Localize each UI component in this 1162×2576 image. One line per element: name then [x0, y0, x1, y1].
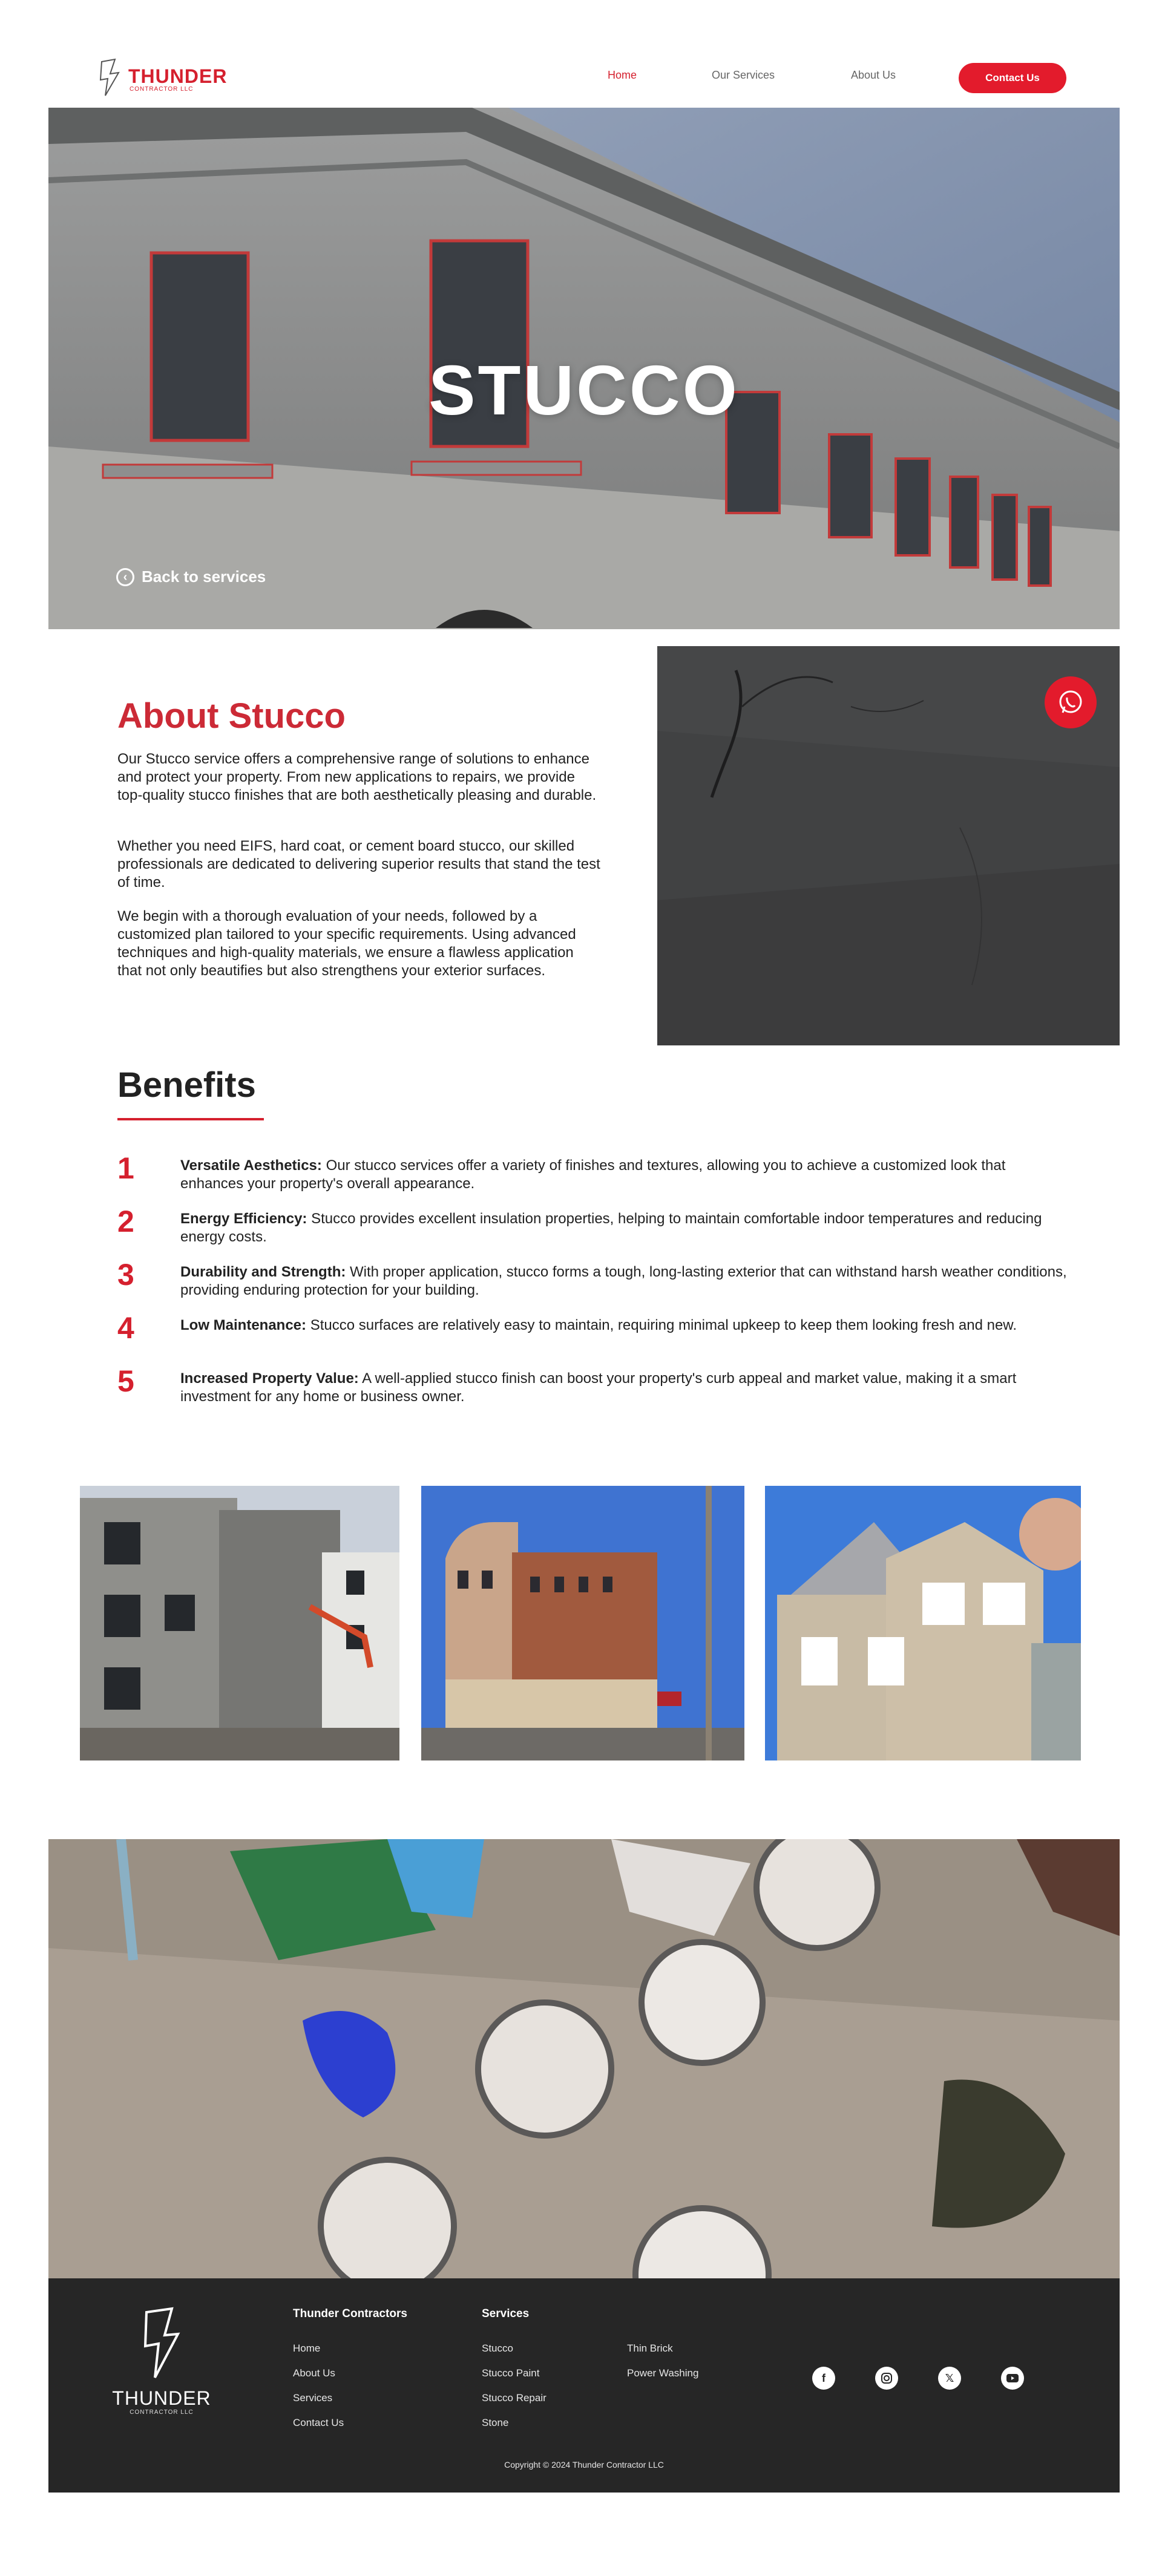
x-icon[interactable]: 𝕏	[938, 2367, 961, 2390]
benefit-description: Stucco surfaces are relatively easy to maintain, requiring minimal upkeep to keep them looking fresh and new.	[306, 1317, 1017, 1333]
footer-link-stone[interactable]: Stone	[482, 2417, 509, 2428]
logo-wordmark: THUNDER	[128, 65, 228, 87]
nav-our-services[interactable]: Our Services	[712, 69, 775, 81]
benefit-description: Our stucco services offer a variety of finishes and textures, allowing you to achieve a customized look that enhances your property's overall appearance.	[180, 1157, 1006, 1192]
footer-logo[interactable]	[104, 2305, 219, 2426]
benefit-title: Low Maintenance:	[180, 1317, 307, 1333]
about-paragraph-1: Our Stucco service offers a comprehensive range of solutions to enhance and protect your property. From new applications to repairs, we provide top-quality stucco finishes that are both aesthetically pleasing and durable.	[117, 751, 597, 803]
about-paragraph-3: We begin with a thorough evaluation of your needs, followed by a customized plan tailored to your specific requirements. Using advanced techniques and high-quality materials, we ensure a flawless application that not only beautifies but also strengthens your exterior surfaces.	[117, 908, 576, 979]
instagram-icon[interactable]	[875, 2367, 898, 2390]
footer-col-company-title: Thunder Contractors	[293, 2307, 407, 2320]
benefits-title: Benefits	[117, 1065, 256, 1105]
contact-us-button[interactable]: Contact Us	[959, 63, 1066, 93]
whatsapp-button[interactable]	[1045, 676, 1097, 728]
about-title: About Stucco	[117, 696, 346, 736]
paint-cans-image	[48, 1839, 1120, 2278]
whatsapp-icon	[1057, 688, 1085, 716]
benefit-text	[180, 1263, 1070, 1299]
gallery-photo-street-building	[421, 1486, 744, 1760]
benefit-text	[180, 1316, 1070, 1335]
logo-subtitle: CONTRACTOR LLC	[130, 86, 194, 93]
benefits-divider	[117, 1118, 264, 1120]
benefit-description: With proper application, stucco forms a tough, long-lasting exterior that can withstand harsh weather conditions, providing enduring protection for your building.	[180, 1264, 1067, 1298]
nav-about-us[interactable]: About Us	[851, 69, 896, 81]
footer-link-about[interactable]: About Us	[293, 2367, 335, 2379]
benefit-text	[180, 1210, 1070, 1246]
footer-link-stucco-paint[interactable]: Stucco Paint	[482, 2367, 540, 2379]
footer-link-stucco-repair[interactable]: Stucco Repair	[482, 2392, 547, 2404]
about-paragraph-2: Whether you need EIFS, hard coat, or cement board stucco, our skilled professionals are dedicated to delivering superior results that stand the test of time.	[117, 838, 600, 891]
hero-banner	[48, 108, 1120, 629]
benefit-number: 4	[117, 1311, 134, 1345]
footer-logo-wordmark: THUNDER	[112, 2387, 211, 2409]
benefit-description: A well-applied stucco finish can boost your property's curb appeal and market value, making it a smart investment for any home or business owner.	[180, 1370, 1017, 1405]
footer-link-power-washing[interactable]: Power Washing	[627, 2367, 699, 2379]
benefit-title: Versatile Aesthetics:	[180, 1157, 322, 1174]
footer-col-services-title: Services	[482, 2307, 530, 2320]
back-to-services-link[interactable]	[116, 567, 266, 586]
facebook-icon[interactable]: f	[812, 2367, 835, 2390]
footer-link-contact[interactable]: Contact Us	[293, 2417, 344, 2428]
benefit-title: Durability and Strength:	[180, 1264, 346, 1280]
footer-logo-subtitle: CONTRACTOR LLC	[130, 2409, 194, 2416]
chevron-left-circle-icon: ‹	[116, 568, 134, 586]
benefit-text	[180, 1370, 1070, 1406]
hero-title: STUCCO	[428, 351, 740, 430]
gallery-photo-house	[765, 1486, 1081, 1760]
benefit-title: Energy Efficiency:	[180, 1211, 307, 1227]
logo[interactable]	[97, 58, 228, 99]
benefit-number: 5	[117, 1364, 134, 1398]
benefit-text	[180, 1157, 1070, 1193]
lightning-logo-icon	[97, 58, 125, 97]
gallery-photo-construction	[80, 1486, 399, 1760]
benefit-number: 3	[117, 1258, 134, 1292]
benefit-description: Stucco provides excellent insulation properties, helping to maintain comfortable indoor temperatures and reducing energy costs.	[180, 1211, 1042, 1245]
footer-link-thin-brick[interactable]: Thin Brick	[627, 2342, 673, 2354]
lightning-logo-icon	[104, 2305, 219, 2384]
back-to-services-label: Back to services	[142, 567, 266, 586]
copyright-text: Copyright © 2024 Thunder Contractor LLC	[504, 2460, 664, 2470]
footer	[48, 2278, 1120, 2493]
footer-link-services[interactable]: Services	[293, 2392, 333, 2404]
footer-link-stucco[interactable]: Stucco	[482, 2342, 513, 2354]
youtube-icon[interactable]	[1001, 2367, 1024, 2390]
benefit-title: Increased Property Value:	[180, 1370, 359, 1387]
benefit-number: 1	[117, 1151, 134, 1185]
benefit-number: 2	[117, 1205, 134, 1238]
footer-link-home[interactable]: Home	[293, 2342, 321, 2354]
nav-home[interactable]: Home	[608, 69, 637, 81]
